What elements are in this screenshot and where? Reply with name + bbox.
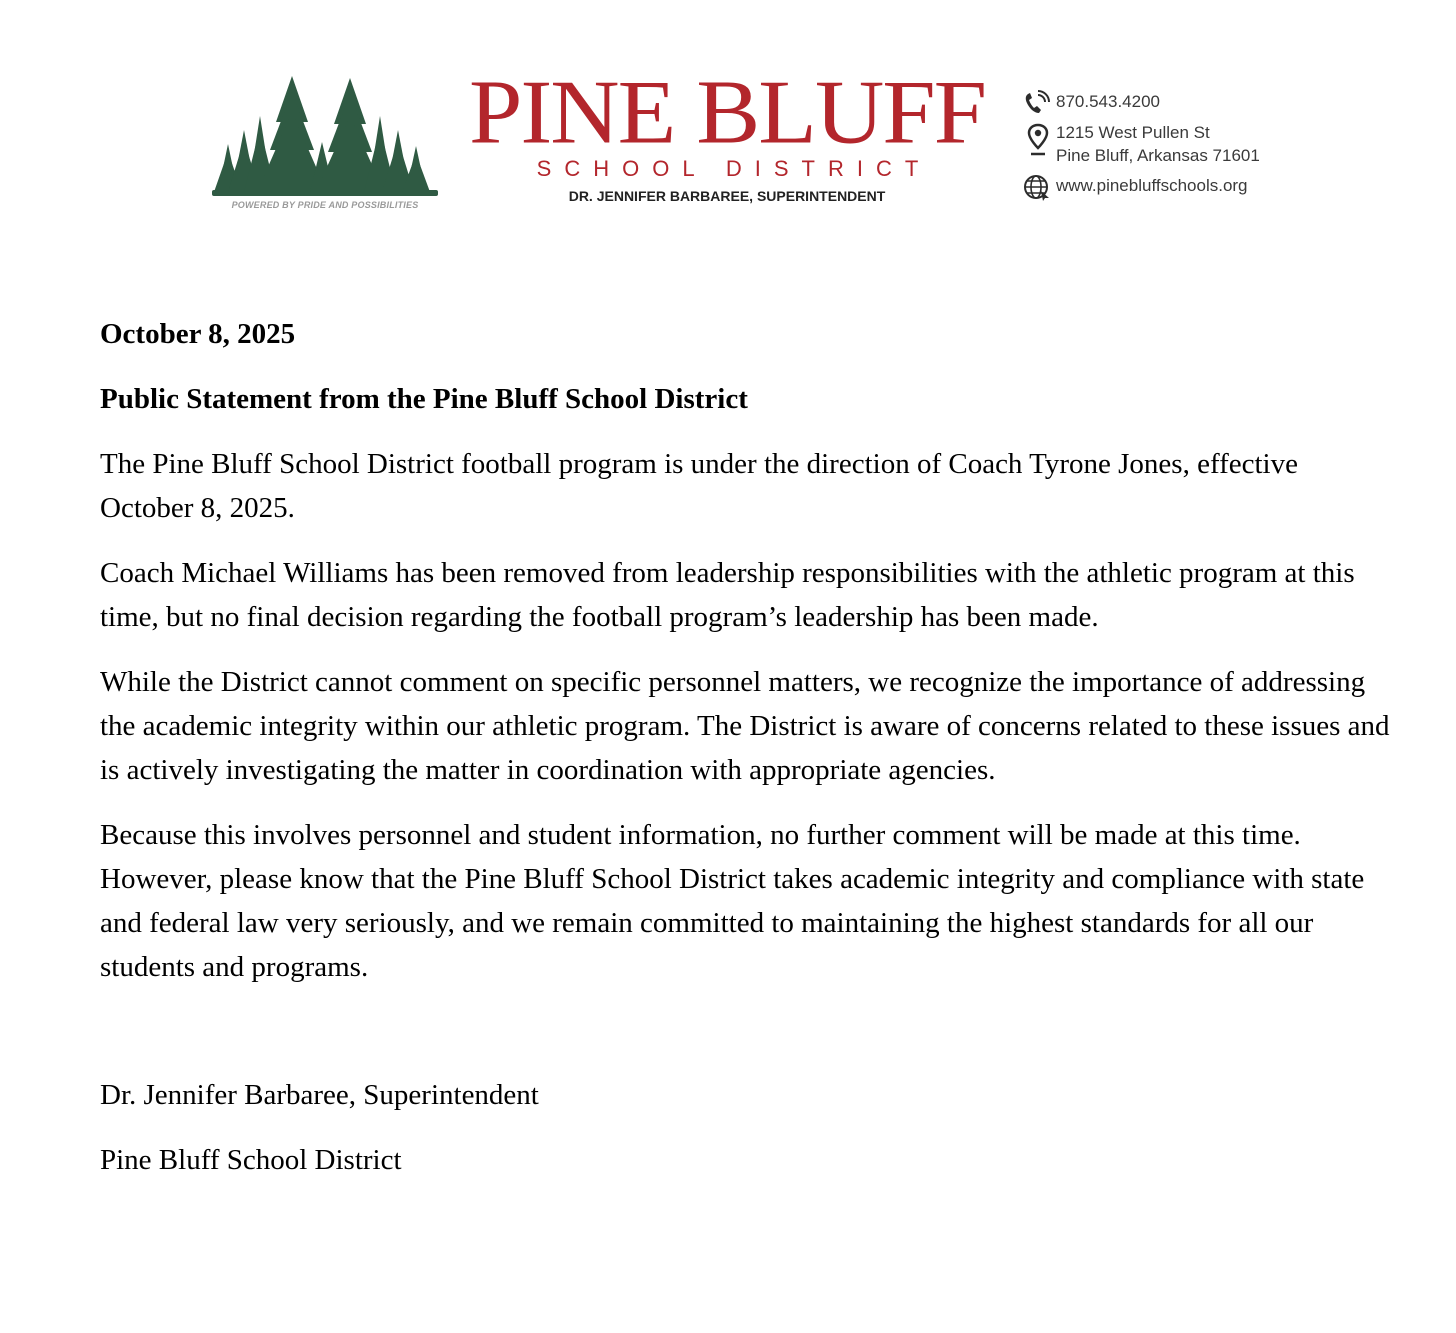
letter-paragraph: Coach Michael Williams has been removed from leadership responsibilities with the athletic program at this time, but no final decision regarding the football program’s leadership has been made. — [100, 557, 1355, 633]
letter-heading: Public Statement from the Pine Bluff School District — [100, 383, 748, 415]
contact-phone-row — [1022, 90, 1160, 118]
letter-paragraph: The Pine Bluff School District football program is under the direction of Coach Tyrone Jones, effective October 8, 2025. — [100, 448, 1298, 524]
district-title: PINE BLUFF — [468, 60, 986, 163]
logo-tagline: POWERED BY PRIDE AND POSSIBILITIES — [231, 200, 419, 210]
address-line-1: 1215 West Pullen St — [1056, 123, 1210, 142]
letter-paragraph: While the District cannot comment on specific personnel matters, we recognize the importance of addressing the academic integrity within our athletic program. The District is aware of concerns related to these issues and is actively investigating the matter in coordination with appropriate agencies. — [100, 666, 1390, 786]
superintendent-line: DR. JENNIFER BARBAREE, SUPERINTENDENT — [568, 188, 886, 204]
map-pin-icon — [1022, 121, 1056, 149]
signature-organization: Pine Bluff School District — [100, 1144, 402, 1176]
signature-name: Dr. Jennifer Barbaree, Superintendent — [100, 1079, 539, 1111]
contact-website[interactable]: www.pinebluffschools.org — [1056, 176, 1248, 195]
signature-block — [100, 1073, 1390, 1182]
contact-address — [1056, 121, 1260, 167]
letter-body — [100, 312, 1390, 1203]
letter-date: October 8, 2025 — [100, 318, 296, 350]
pine-trees-logo — [210, 72, 440, 214]
letter-paragraph: Because this involves personnel and student information, no further comment will be made at this time. However, please know that the Pine Bluff School District takes academic integrity and compliance with state and federal law very seriously, and we remain committed to maintaining the highest standards for all our students and programs. — [100, 819, 1365, 983]
pine-trees-icon — [210, 72, 440, 200]
letterhead — [0, 0, 1456, 240]
contact-phone: 870.543.4200 — [1056, 92, 1160, 111]
phone-icon — [1022, 90, 1056, 118]
contact-website-row — [1022, 174, 1248, 202]
globe-icon — [1022, 174, 1056, 202]
address-line-2: Pine Bluff, Arkansas 71601 — [1056, 146, 1260, 165]
contact-address-row — [1022, 121, 1260, 167]
district-subtitle: SCHOOL DISTRICT — [536, 156, 932, 181]
district-wordmark — [462, 60, 992, 204]
